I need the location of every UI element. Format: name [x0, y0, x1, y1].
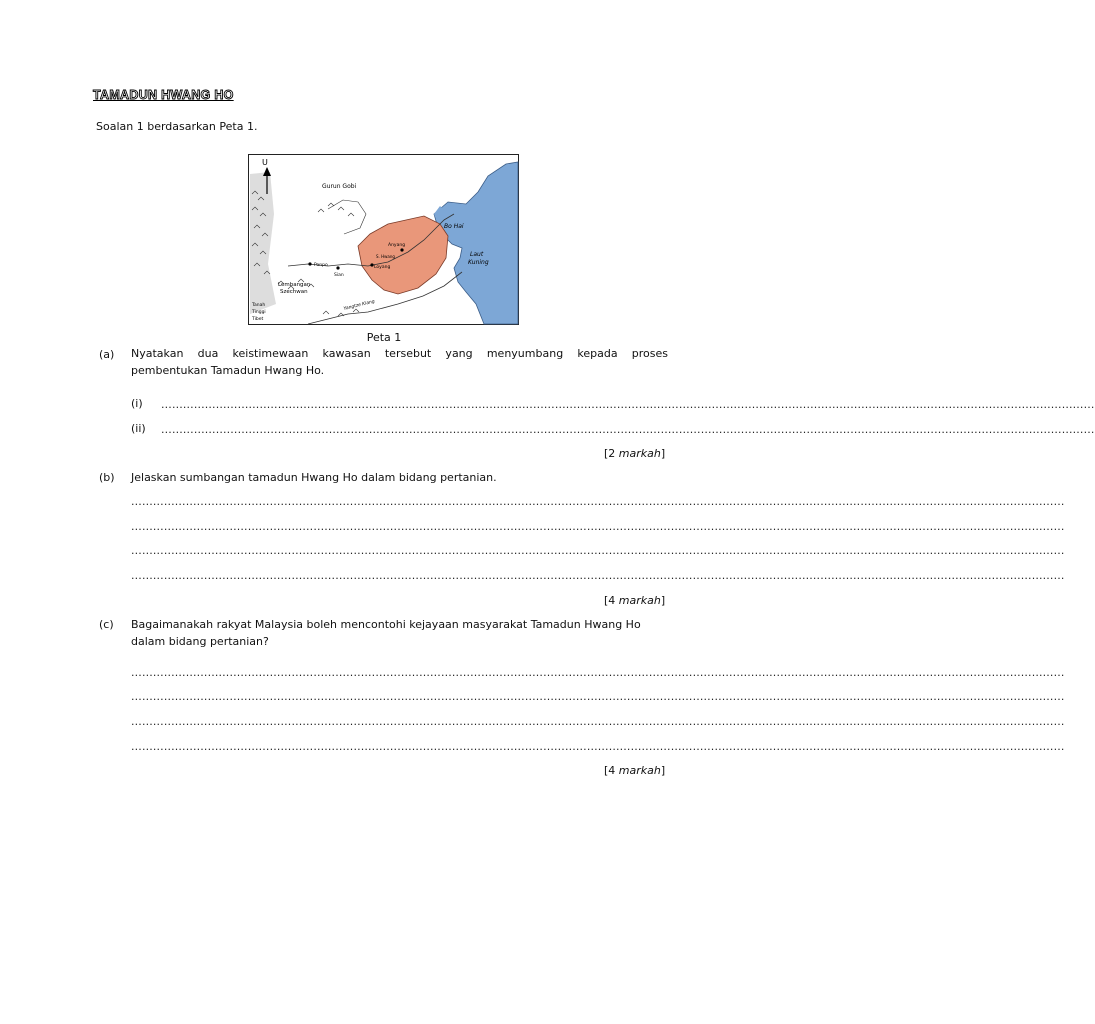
- answer-a-ii-label: (ii): [131, 422, 146, 435]
- map-label-gobi: Gurun Gobi: [322, 183, 357, 190]
- answer-b-line-2[interactable]: ................................................................................................................................................................................................................................................................: [131, 520, 1065, 533]
- question-a-text-line1: Nyatakan dua keistimewaan kawasan tersebut yang menyumbang kepada proses: [131, 347, 668, 360]
- map-label-panpo: Panpo: [314, 263, 328, 268]
- marks-b-word: markah: [618, 594, 661, 607]
- map-label-tinggi: Tinggi: [252, 310, 266, 315]
- question-c-label: (c): [99, 618, 114, 631]
- map-label-kuning: Kuning: [468, 259, 489, 266]
- question-b-label: (b): [99, 471, 115, 484]
- map-label-lembangan: Lembangan: [278, 282, 311, 288]
- marks-c-open: [4: [604, 764, 619, 777]
- map-peta-1: [248, 154, 519, 325]
- marks-a: [604, 446, 665, 461]
- map-label-anyang: Anyang: [388, 243, 406, 248]
- answer-c-line-4[interactable]: ................................................................................................................................................................................................................................................................: [131, 740, 1065, 753]
- question-c-text-line1: Bagaimanakah rakyat Malaysia boleh mencontohi kejayaan masyarakat Tamadun Hwang Ho: [131, 618, 641, 631]
- marks-a-word: markah: [618, 447, 661, 460]
- marks-b-close: ]: [660, 594, 666, 607]
- question-a-label: (a): [99, 348, 115, 361]
- question-b-text: Jelaskan sumbangan tamadun Hwang Ho dalam bidang pertanian.: [131, 471, 497, 484]
- intro-text: Soalan 1 berdasarkan Peta 1.: [96, 120, 258, 133]
- map-label-yangtze: Yangtze Kiang: [343, 299, 376, 312]
- answer-b-line-1[interactable]: ................................................................................................................................................................................................................................................................: [131, 495, 1065, 508]
- answer-b-line-3[interactable]: ................................................................................................................................................................................................................................................................: [131, 544, 1065, 557]
- map-label-sian: Sian: [334, 273, 344, 278]
- marks-a-open: [2: [604, 447, 619, 460]
- marks-b: [604, 593, 665, 608]
- answer-a-i-line[interactable]: ................................................................................................................................................................................................................................................................: [161, 398, 1095, 411]
- answer-a-i-label: (i): [131, 397, 143, 410]
- map-label-tanah: Tanah: [252, 303, 266, 308]
- answer-c-line-1[interactable]: ................................................................................................................................................................................................................................................................: [131, 666, 1065, 679]
- map-north-label: U: [262, 158, 268, 167]
- marks-c: [604, 763, 665, 778]
- marks-c-word: markah: [618, 764, 661, 777]
- map-label-bohai: Bo Hai: [444, 223, 464, 230]
- answer-c-line-2[interactable]: ................................................................................................................................................................................................................................................................: [131, 690, 1065, 703]
- map-label-loyang: Loyang: [374, 265, 391, 270]
- marks-b-open: [4: [604, 594, 619, 607]
- question-a-text-line2: pembentukan Tamadun Hwang Ho.: [131, 364, 325, 377]
- marks-c-close: ]: [660, 764, 666, 777]
- map-label-tibet: Tibet: [252, 317, 264, 322]
- map-label-hwang: S. Hwang: [376, 254, 395, 259]
- answer-a-ii-line[interactable]: ................................................................................................................................................................................................................................................................: [161, 423, 1095, 436]
- map-caption: Peta 1: [366, 331, 402, 344]
- marks-a-close: ]: [660, 447, 666, 460]
- answer-c-line-3[interactable]: ................................................................................................................................................................................................................................................................: [131, 715, 1065, 728]
- question-c-text-line2: dalam bidang pertanian?: [131, 635, 269, 648]
- map-label-laut: Laut: [470, 251, 484, 258]
- answer-b-line-4[interactable]: ................................................................................................................................................................................................................................................................: [131, 569, 1065, 582]
- map-label-szechwan: Szechwan: [280, 289, 308, 295]
- document-title: TAMADUN HWANG HO: [93, 88, 234, 102]
